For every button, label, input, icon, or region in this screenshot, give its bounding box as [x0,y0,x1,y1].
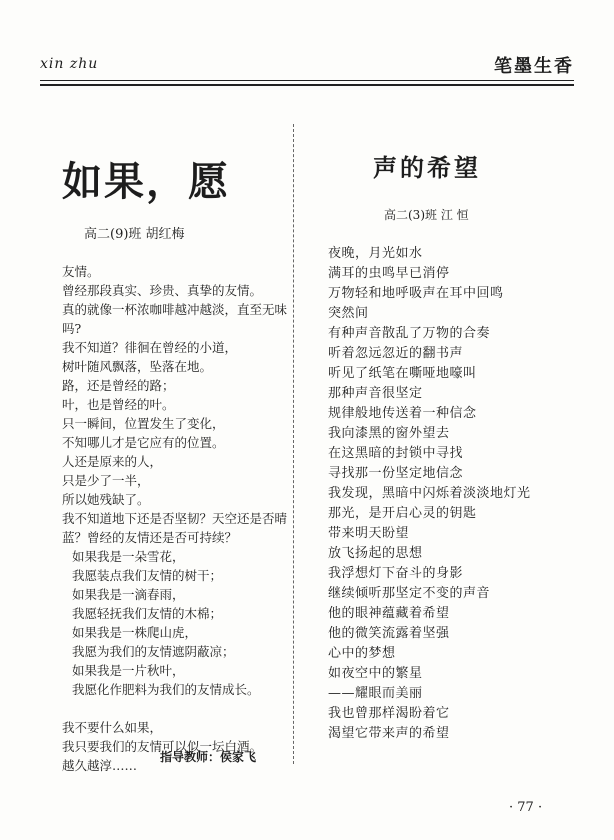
poem-line: 寻找那一份坚定地信念 [328,466,464,481]
left-article-title: 如果，愿 [62,158,230,205]
poem-line: 那光，是开启心灵的钥匙 [328,506,477,521]
poem-line: 听见了纸笔在嘶哑地嚎叫 [328,366,477,381]
poem-line: 那种声音很坚定 [328,386,423,401]
poem-line: 我愿为我们的友情遮阴蔽凉； [72,644,235,659]
poem-line: 渴望它带来声的希望 [328,726,450,741]
poem-line: 所以她残缺了。 [62,492,150,507]
poem-line: 我只要我们的友情可以似一坛白酒。 [62,739,263,754]
right-article-title: 声的希望 [373,153,481,182]
poem-line: 我愿化作肥料为我们的友情成长。 [72,682,260,697]
page-header [40,52,574,78]
poem-line: 人还是原来的人， [62,454,163,469]
poem-line: ——耀眼而美丽 [328,686,423,701]
poem-line: 规律般地传送着一种信念 [328,406,477,421]
poem-line: 我愿轻抚我们友情的木棉； [72,606,223,621]
poem-line: 带来明天盼望 [328,526,410,541]
poem-line: 只是少了一半， [62,473,150,488]
header-left-text: xin zhu [40,56,99,72]
page-number: · 77 · [509,800,543,815]
poem-line: 万物轻和地呼吸声在耳中回鸣 [328,286,504,301]
poem-line: 他的微笑流露着坚强 [328,626,450,641]
poem-line: 越久越淳…… [62,758,138,773]
poem-line: 继续倾听那坚定不变的声音 [328,586,491,601]
poem-line: 放飞扬起的思想 [328,546,423,561]
poem-line: 我不知道？徘徊在曾经的小道， [62,340,238,355]
right-article-body [328,244,531,744]
right-article-author: 高二(3)班 江 恒 [384,208,469,222]
poem-line: 我发现，黑暗中闪烁着淡淡地灯光 [328,486,531,501]
poem-line: 如夜空中的繁星 [328,666,423,681]
poem-line: 心中的梦想 [328,646,396,661]
header-section-title: 笔墨生香 [494,56,574,77]
poem-line: 如果我是一滴春雨， [72,587,185,602]
header-rule-thick [40,84,574,86]
stanza-gap [62,699,287,718]
poem-line: 夜晚，月光如水 [328,246,423,261]
poem-line: 曾经那段真实、珍贵、真挚的友情。 [62,283,263,298]
poem-line: 叶，也是曾经的叶。 [62,397,175,412]
left-article-author: 高二(9)班 胡红梅 [84,227,185,242]
poem-line: 我向漆黑的窗外望去 [328,426,450,441]
poem-line: 我愿装点我们友情的树干； [72,568,223,583]
poem-line: 不知哪儿才是它应有的位置。 [62,435,225,450]
poem-line: 真的就像一杯浓咖啡越冲越淡，直至无味吗? [62,302,288,336]
poem-line: 有种声音散乱了万物的合奏 [328,326,491,341]
poem-line: 树叶随风飘落，坠落在地。 [62,359,213,374]
left-article-body [62,262,287,775]
poem-line: 满耳的虫鸣早已消停 [328,266,450,281]
advisor-credit: 指导教师：侯家飞 [160,750,257,764]
poem-line: 如果我是一片秋叶， [72,663,185,678]
poem-line: 突然间 [328,306,369,321]
poem-line: 在这黑暗的封锁中寻找 [328,446,464,461]
poem-line: 如果我是一朵雪花， [72,549,185,564]
poem-line: 听着忽远忽近的翻书声 [328,346,464,361]
poem-line: 他的眼神蕴藏着希望 [328,606,450,621]
poem-line: 我不知道地下还是否坚韧？天空还是否晴蓝？曾经的友情还是否可持续？ [62,511,288,545]
column-divider [293,124,294,764]
poem-line: 如果我是一株爬山虎， [72,625,198,640]
poem-line: 只一瞬间，位置发生了变化， [62,416,225,431]
poem-line: 我也曾那样渴盼着它 [328,706,450,721]
poem-line: 友情。 [62,264,100,279]
poem-line: 我不要什么如果， [62,720,163,735]
header-rule [40,80,574,81]
poem-line: 我浮想灯下奋斗的身影 [328,566,464,581]
poem-line: 路，还是曾经的路； [62,378,175,393]
